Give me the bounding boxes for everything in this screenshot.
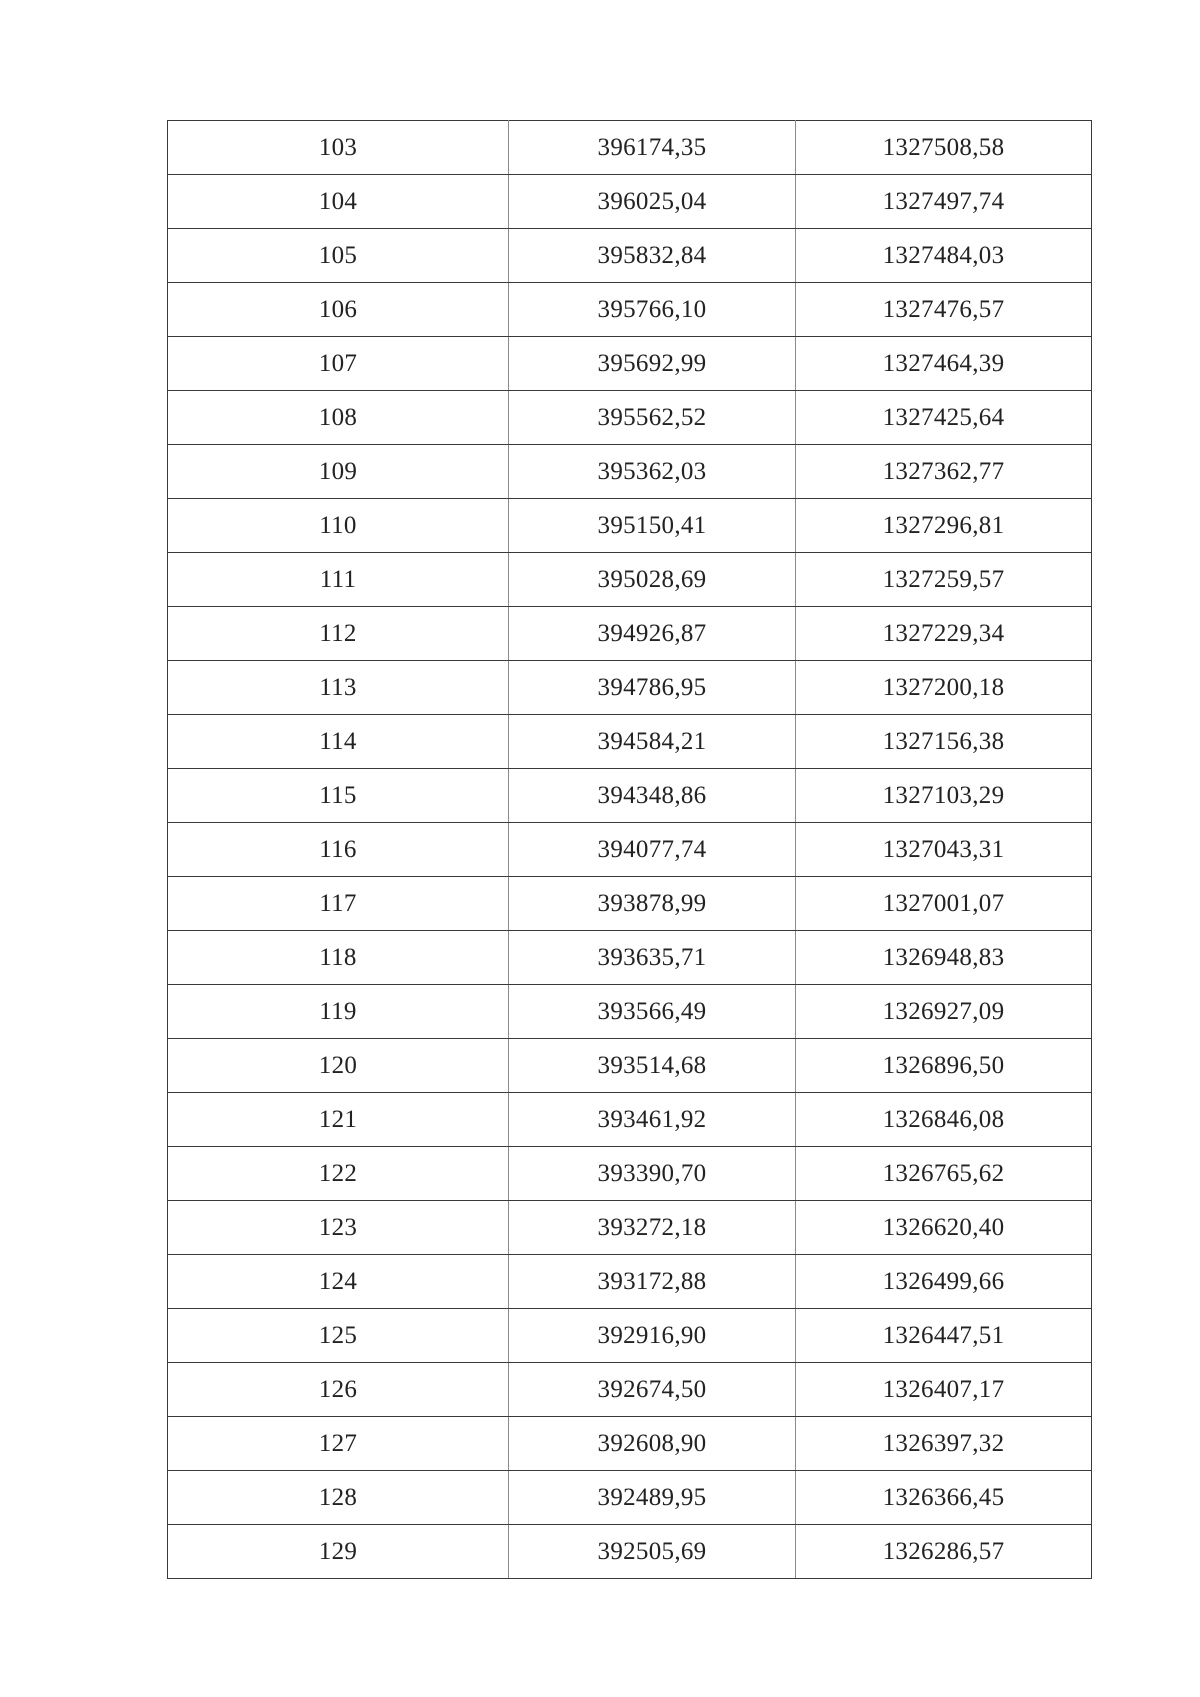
x-coordinate-cell: 393566,49 — [509, 985, 796, 1039]
point-number-cell: 127 — [168, 1417, 509, 1471]
y-coordinate-cell: 1326447,51 — [796, 1309, 1092, 1363]
x-coordinate-cell: 394786,95 — [509, 661, 796, 715]
point-number-cell: 111 — [168, 553, 509, 607]
x-coordinate-cell: 392489,95 — [509, 1471, 796, 1525]
table-row — [168, 1039, 1092, 1093]
y-coordinate-cell: 1327296,81 — [796, 499, 1092, 553]
table-row — [168, 1471, 1092, 1525]
y-coordinate-cell: 1326765,62 — [796, 1147, 1092, 1201]
table-row — [168, 1525, 1092, 1579]
point-number-cell: 115 — [168, 769, 509, 823]
point-number-cell: 128 — [168, 1471, 509, 1525]
x-coordinate-cell: 395832,84 — [509, 229, 796, 283]
y-coordinate-cell: 1327043,31 — [796, 823, 1092, 877]
point-number-cell: 114 — [168, 715, 509, 769]
table-row — [168, 1201, 1092, 1255]
x-coordinate-cell: 393172,88 — [509, 1255, 796, 1309]
coordinates-table-body — [168, 121, 1092, 1579]
y-coordinate-cell: 1327200,18 — [796, 661, 1092, 715]
y-coordinate-cell: 1327259,57 — [796, 553, 1092, 607]
x-coordinate-cell: 396025,04 — [509, 175, 796, 229]
x-coordinate-cell: 393461,92 — [509, 1093, 796, 1147]
x-coordinate-cell: 392608,90 — [509, 1417, 796, 1471]
point-number-cell: 108 — [168, 391, 509, 445]
x-coordinate-cell: 394348,86 — [509, 769, 796, 823]
y-coordinate-cell: 1326397,32 — [796, 1417, 1092, 1471]
table-row — [168, 769, 1092, 823]
x-coordinate-cell: 393878,99 — [509, 877, 796, 931]
x-coordinate-cell: 394584,21 — [509, 715, 796, 769]
table-row — [168, 1309, 1092, 1363]
y-coordinate-cell: 1326620,40 — [796, 1201, 1092, 1255]
y-coordinate-cell: 1326927,09 — [796, 985, 1092, 1039]
table-row — [168, 1255, 1092, 1309]
table-row — [168, 283, 1092, 337]
x-coordinate-cell: 396174,35 — [509, 121, 796, 175]
y-coordinate-cell: 1327156,38 — [796, 715, 1092, 769]
x-coordinate-cell: 394926,87 — [509, 607, 796, 661]
y-coordinate-cell: 1326846,08 — [796, 1093, 1092, 1147]
x-coordinate-cell: 392674,50 — [509, 1363, 796, 1417]
table-row — [168, 985, 1092, 1039]
table-row — [168, 661, 1092, 715]
point-number-cell: 117 — [168, 877, 509, 931]
y-coordinate-cell: 1326286,57 — [796, 1525, 1092, 1579]
point-number-cell: 125 — [168, 1309, 509, 1363]
y-coordinate-cell: 1326948,83 — [796, 931, 1092, 985]
point-number-cell: 129 — [168, 1525, 509, 1579]
table-row — [168, 1363, 1092, 1417]
point-number-cell: 121 — [168, 1093, 509, 1147]
point-number-cell: 107 — [168, 337, 509, 391]
point-number-cell: 120 — [168, 1039, 509, 1093]
table-row — [168, 121, 1092, 175]
point-number-cell: 116 — [168, 823, 509, 877]
y-coordinate-cell: 1327229,34 — [796, 607, 1092, 661]
table-row — [168, 1417, 1092, 1471]
point-number-cell: 124 — [168, 1255, 509, 1309]
point-number-cell: 110 — [168, 499, 509, 553]
y-coordinate-cell: 1326896,50 — [796, 1039, 1092, 1093]
table-row — [168, 607, 1092, 661]
x-coordinate-cell: 392916,90 — [509, 1309, 796, 1363]
x-coordinate-cell: 395028,69 — [509, 553, 796, 607]
coordinates-table — [167, 120, 1092, 1579]
y-coordinate-cell: 1326407,17 — [796, 1363, 1092, 1417]
y-coordinate-cell: 1326366,45 — [796, 1471, 1092, 1525]
point-number-cell: 119 — [168, 985, 509, 1039]
table-row — [168, 1093, 1092, 1147]
x-coordinate-cell: 395692,99 — [509, 337, 796, 391]
point-number-cell: 103 — [168, 121, 509, 175]
table-row — [168, 1147, 1092, 1201]
point-number-cell: 105 — [168, 229, 509, 283]
x-coordinate-cell: 395562,52 — [509, 391, 796, 445]
x-coordinate-cell: 393635,71 — [509, 931, 796, 985]
table-row — [168, 175, 1092, 229]
point-number-cell: 109 — [168, 445, 509, 499]
x-coordinate-cell: 392505,69 — [509, 1525, 796, 1579]
point-number-cell: 122 — [168, 1147, 509, 1201]
table-row — [168, 337, 1092, 391]
y-coordinate-cell: 1327497,74 — [796, 175, 1092, 229]
point-number-cell: 113 — [168, 661, 509, 715]
x-coordinate-cell: 395766,10 — [509, 283, 796, 337]
point-number-cell: 104 — [168, 175, 509, 229]
x-coordinate-cell: 394077,74 — [509, 823, 796, 877]
y-coordinate-cell: 1327362,77 — [796, 445, 1092, 499]
x-coordinate-cell: 395362,03 — [509, 445, 796, 499]
y-coordinate-cell: 1327103,29 — [796, 769, 1092, 823]
x-coordinate-cell: 395150,41 — [509, 499, 796, 553]
y-coordinate-cell: 1327425,64 — [796, 391, 1092, 445]
point-number-cell: 106 — [168, 283, 509, 337]
table-row — [168, 715, 1092, 769]
table-row — [168, 823, 1092, 877]
table-row — [168, 931, 1092, 985]
point-number-cell: 123 — [168, 1201, 509, 1255]
y-coordinate-cell: 1326499,66 — [796, 1255, 1092, 1309]
table-row — [168, 553, 1092, 607]
point-number-cell: 112 — [168, 607, 509, 661]
table-row — [168, 391, 1092, 445]
point-number-cell: 126 — [168, 1363, 509, 1417]
y-coordinate-cell: 1327464,39 — [796, 337, 1092, 391]
table-row — [168, 499, 1092, 553]
x-coordinate-cell: 393272,18 — [509, 1201, 796, 1255]
y-coordinate-cell: 1327484,03 — [796, 229, 1092, 283]
y-coordinate-cell: 1327508,58 — [796, 121, 1092, 175]
y-coordinate-cell: 1327476,57 — [796, 283, 1092, 337]
x-coordinate-cell: 393390,70 — [509, 1147, 796, 1201]
y-coordinate-cell: 1327001,07 — [796, 877, 1092, 931]
table-row — [168, 877, 1092, 931]
table-row — [168, 445, 1092, 499]
point-number-cell: 118 — [168, 931, 509, 985]
table-row — [168, 229, 1092, 283]
x-coordinate-cell: 393514,68 — [509, 1039, 796, 1093]
